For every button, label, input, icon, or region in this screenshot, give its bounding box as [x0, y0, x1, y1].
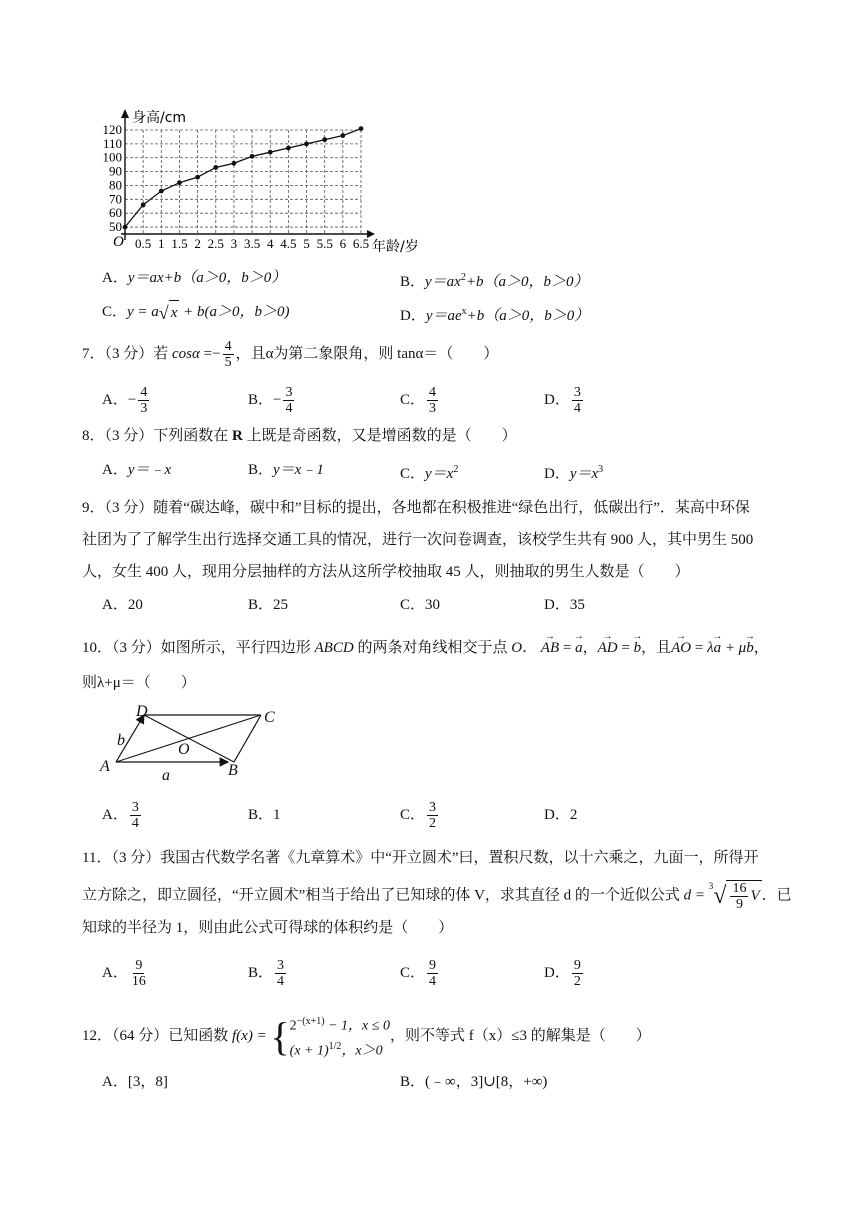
data-point — [213, 165, 218, 170]
y-tick-label: 120 — [102, 122, 122, 137]
x-tick-label: 3 — [230, 236, 238, 251]
q7-stem: 7．（3 分）若 cosα =− $\frac{4}{5}$ ，且α为第二象限角，则 tanα＝（ ） — [82, 339, 499, 370]
q11-stem-line-2: 立方除之，即立圆径，“开立圆术”相当于给出了已知球的体 V，求其直径 d 的一个近似公式 d = $^3$ √ $\frac{16}{9}$ V ．已 — [82, 881, 792, 912]
data-point — [195, 175, 200, 180]
piecewise-function: { $2^{-(x+1)} - 1$，x ≤ 0 $(x + 1)^{1/2}$，x＞0 — [270, 1013, 390, 1059]
y-axis-arrow — [121, 109, 129, 118]
q12-option-b[interactable]: B．(﹣∞，3]∪[8，+∞) — [400, 1074, 548, 1090]
parallelogram-figure — [96, 700, 286, 782]
x-tick-label: 3.5 — [243, 236, 261, 251]
q9-stem-line-2: 社团为了了解学生出行选择交通工具的情况，进行一次问卷调查，该校学生共有 900 人，其中男生 500 — [82, 532, 754, 548]
chart-x-axis-label: 年龄/岁 — [372, 239, 419, 255]
q9-stem-line-1: 9．（3 分）随着“碳达峰，碳中和”目标的提出，各地都在积极推进“绿色出行，低碳出行”．某高中环保 — [82, 500, 750, 516]
y-tick-label: 110 — [102, 135, 122, 151]
y-tick-label: 80 — [109, 177, 122, 193]
data-point — [177, 180, 182, 185]
y-tick-label: 100 — [102, 149, 122, 165]
data-point — [123, 225, 128, 230]
chart-origin-label: O — [113, 234, 124, 250]
q9-option-a[interactable]: A．20 — [102, 597, 143, 613]
data-point — [359, 126, 364, 131]
q7-option-c[interactable]: C． $\frac{4}{3}$ — [400, 385, 437, 416]
q11-option-a[interactable]: A． $\frac{9}{16}$ — [102, 958, 146, 989]
x-tick-label: 1.5 — [171, 236, 188, 251]
q9-option-c[interactable]: C．30 — [400, 597, 441, 613]
q10-option-b[interactable]: B．1 — [248, 807, 281, 823]
data-point — [159, 189, 164, 194]
q8-option-a[interactable]: A．y＝﹣x — [102, 462, 172, 478]
center-label-o: O — [178, 741, 190, 758]
data-point — [141, 202, 146, 207]
x-tick-label: 0.5 — [135, 236, 152, 251]
series-line — [125, 129, 361, 227]
q7-option-d[interactable]: D． $\frac{3}{4}$ — [544, 385, 581, 416]
q10-option-d[interactable]: D．2 — [544, 807, 578, 823]
q12-option-a[interactable]: A．[3，8] — [102, 1074, 168, 1090]
y-tick-label: 90 — [109, 163, 122, 179]
q6-option-d[interactable]: D．$y=ae^x+b(a>0$，b＞0） — [400, 306, 590, 324]
x-tick-label: 6 — [339, 236, 347, 251]
vertex-label-c: C — [264, 709, 275, 726]
q9-stem-line-3: 人，女生 400 人，现用分层抽样的方法从这所学校抽取 45 人，则抽取的男生人数是（ ） — [82, 564, 690, 580]
data-point — [304, 141, 309, 146]
x-tick-label: 2 — [194, 236, 201, 251]
chart-grid — [125, 130, 361, 234]
q6-option-c[interactable]: C．y = a √ x + b(a＞0，b＞0) — [102, 300, 289, 325]
q10-option-c[interactable]: C． $\frac{3}{2}$ — [400, 800, 437, 831]
q8-option-c[interactable]: C．$y=x^2$ — [400, 464, 459, 482]
q8-option-b[interactable]: B．y＝x﹣1 — [248, 462, 324, 478]
q10-stem: 10．（3 分）如图所示，平行四边形 ABCD 的两条对角线相交于点 O． → AB = → a，→ AD = → b，且→ AO = λ→ a + μ→ b， — [82, 636, 769, 660]
vector-label-b: b — [117, 732, 125, 749]
data-point — [286, 146, 291, 151]
q11-option-c[interactable]: C． $\frac{9}{4}$ — [400, 958, 437, 989]
chart-series — [123, 126, 364, 229]
chart-tick-labels — [103, 122, 370, 251]
data-point — [232, 161, 237, 166]
height-age-chart — [80, 100, 440, 260]
q7-option-a[interactable]: A．− $\frac{4}{3}$ — [102, 385, 148, 416]
x-tick-label: 6.5 — [352, 236, 370, 251]
sqrt-symbol: √ x — [159, 300, 180, 325]
q11-stem-line-1: 11．（3 分）我国古代数学名著《九章算术》中“开立圆术”曰，置积尺数，以十六乘之，九面一，所得开 — [82, 850, 759, 866]
q7-option-b[interactable]: B．− $\frac{3}{4}$ — [248, 385, 293, 416]
vector-label-a: a — [162, 767, 170, 782]
q11-stem-line-3: 知球的半径为 1，则由此公式可得球的体积约是（ ） — [82, 920, 454, 936]
vertex-label-b: B — [228, 762, 238, 779]
q10-option-a[interactable]: A． $\frac{3}{4}$ — [102, 800, 139, 831]
q11-option-d[interactable]: D． $\frac{9}{2}$ — [544, 958, 581, 989]
chart-axes — [121, 109, 375, 240]
q11-option-b[interactable]: B． $\frac{3}{4}$ — [248, 958, 285, 989]
x-tick-label: 5 — [303, 236, 310, 251]
q6-option-a[interactable]: A．y＝ax+b（a＞0，b＞0） — [102, 270, 287, 286]
vertex-label-a: A — [100, 758, 110, 775]
q10-stem-line-2: 则λ+μ＝（ ） — [82, 675, 196, 691]
q8-option-d[interactable]: D．$y=x^3$ — [544, 464, 604, 482]
x-tick-label: 2.5 — [207, 236, 224, 251]
q12-stem: 12．（64 分）已知函数 f(x) = { $2^{-(x+1)} - 1$，x ≤ 0 $(x + 1)^{1/2}$，x＞0 ，则不等式 f（x）≤3 的解集是（ ） — [82, 1012, 651, 1061]
data-point — [340, 133, 345, 138]
x-tick-label: 4 — [266, 236, 274, 251]
data-point — [250, 154, 255, 159]
chart-y-axis-label: 身高/cm — [132, 110, 187, 126]
x-tick-label: 4.5 — [280, 236, 297, 251]
data-point — [322, 137, 327, 142]
data-point — [268, 150, 273, 155]
y-tick-label: 50 — [109, 219, 122, 235]
cube-root-symbol: $^3$ √ $\frac{16}{9}$ V — [708, 881, 760, 912]
q8-stem: 8．（3 分）下列函数在 R 上既是奇函数，又是增函数的是（ ） — [82, 428, 517, 444]
x-tick-label: 1 — [158, 236, 165, 251]
x-tick-label: 5.5 — [316, 236, 333, 251]
vertex-label-d: D — [136, 703, 148, 720]
q9-option-d[interactable]: D．35 — [544, 597, 585, 613]
q9-option-b[interactable]: B．25 — [248, 597, 289, 613]
q6-option-b[interactable]: B．$y=ax^2+b(a>0$，b＞0） — [400, 272, 589, 290]
y-tick-label: 60 — [109, 205, 122, 221]
y-tick-label: 70 — [109, 191, 122, 207]
